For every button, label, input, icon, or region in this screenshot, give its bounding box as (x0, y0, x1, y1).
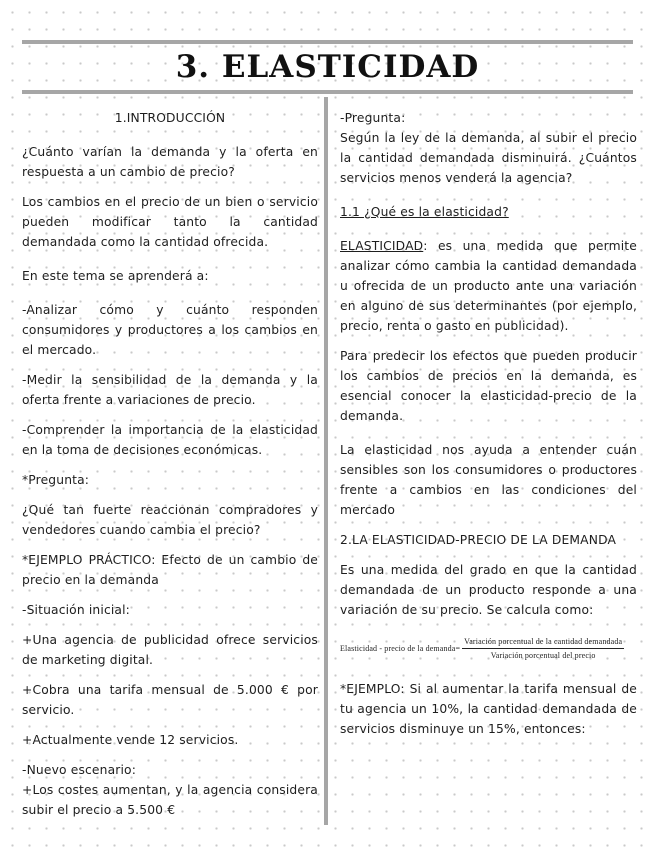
page-title: 3. ELASTICIDAD (175, 49, 480, 85)
escenario-label: -Nuevo escenario: (22, 763, 137, 777)
top-rule (22, 40, 633, 44)
formula-fraction (462, 636, 624, 661)
learn-intro: En este tema se aprenderá a: (22, 269, 209, 283)
ejemplo-text: *EJEMPLO: Si al aumentar la tarifa mensual de tu agencia un 10%, la cantidad demandada de servicios disminuye un 15%, entonces: (340, 682, 637, 736)
intro-text: Los cambios en el precio de un bien o servicio pueden modificar tanto la cantidad demandada como la cantidad ofrecida. (22, 195, 318, 249)
learn-item: -Analizar cómo y cuánto responden consumidores y productores a los cambios en el mercado. (22, 303, 318, 357)
predict-text: Para predecir los efectos que pueden producir los cambios de precios en la demanda, es esencial conocer la elasticidad-precio de la demanda. (340, 349, 637, 423)
pregunta-label: -Pregunta: (340, 111, 406, 125)
definition-text: : es una medida que permite analizar cómo cambia la cantidad demandada u ofrecida de un producto ante una variación en alguno de sus determinantes (por ejemplo, precio, renta o gasto en publicidad). (340, 239, 637, 333)
escenario-item: +Los costes aumentan, y la agencia considera subir el precio a 5.500 € (22, 783, 318, 817)
intro-question: ¿Cuánto varían la demanda y la oferta en respuesta a un cambio de precio? (22, 145, 318, 179)
pregunta-label: *Pregunta: (22, 473, 90, 487)
formula-lhs: Elasticidad - precio de la demanda= (340, 644, 461, 653)
help-text: La elasticidad nos ayuda a entender cuán sensibles son los consumidores o productores frente a cambios en las condiciones del mercado (340, 443, 637, 517)
situacion-item: +Actualmente vende 12 servicios. (22, 733, 239, 747)
situacion-label: -Situación inicial: (22, 603, 130, 617)
section-heading-que-es: 1.1 ¿Qué es la elasticidad? (340, 205, 509, 219)
section-heading-introduccion: 1.INTRODUCCIÓN (114, 111, 226, 125)
situacion-item: +Una agencia de publicidad ofrece servicios de marketing digital. (22, 633, 318, 667)
column-divider (324, 97, 328, 825)
pregunta-text: Según la ley de la demanda, al subir el precio la cantidad demandada disminuirá. ¿Cuántos servicios menos venderá la agencia? (340, 131, 637, 185)
learn-item: -Comprender la importancia de la elasticidad en la toma de decisiones económicas. (22, 423, 318, 457)
section2-text: Es una medida del grado en que la cantidad demandada de un producto responde a una variación de su precio. Se calcula como: (340, 563, 637, 617)
left-column (22, 108, 318, 820)
title-rule (22, 90, 633, 94)
section-heading-elasticidad-precio: 2.LA ELASTICIDAD-PRECIO DE LA DEMANDA (340, 533, 617, 547)
elasticity-formula (340, 636, 637, 661)
situacion-item: +Cobra una tarifa mensual de 5.000 € por servicio. (22, 683, 318, 717)
pregunta-text: ¿Qué tan fuerte reaccionan compradores y vendedores cuando cambia el precio? (22, 503, 318, 537)
definition-term: ELASTICIDAD (340, 239, 424, 253)
right-column (340, 108, 637, 739)
learn-item: -Medir la sensibilidad de la demanda y la oferta frente a variaciones de precio. (22, 373, 318, 407)
formula-numerator: Variación porcentual de la cantidad demandada (462, 636, 624, 649)
ejemplo-label: *EJEMPLO PRÁCTICO: Efecto de un cambio de precio en la demanda (22, 553, 318, 587)
definition-paragraph (340, 236, 637, 336)
formula-denominator: Variación porcentual del precio (490, 651, 596, 660)
